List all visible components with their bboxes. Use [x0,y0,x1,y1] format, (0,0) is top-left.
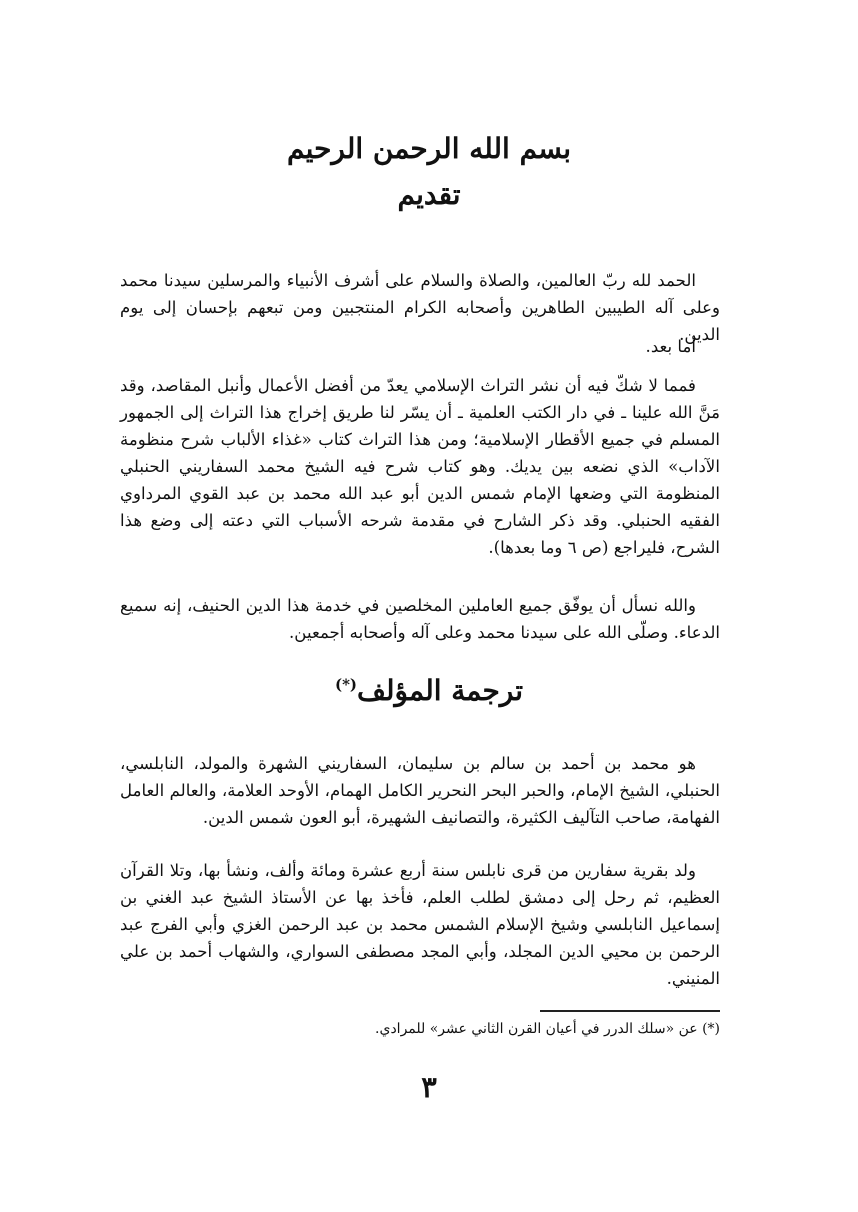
author-paragraph-text: هو محمد بن أحمد بن سالم بن سليمان، السفاريني الشهرة والمولد، النابلسي، الحنبلي، الشيخ الإمام، والحبر البحر النحرير الكامل الهمام، الأوحد العلامة، والعالم العامل الفهامة، صاحب التآليف الكثيرة، والتصانيف الشهيرة، أبو العون شمس الدين. [120,753,720,827]
footnote-text: (*) عن «سلك الدرر في أعيان القرن الثاني عشر» للمرادي. [375,1021,720,1037]
introduction-paragraph-text: والله نسأل أن يوفّق جميع العاملين المخلصين في خدمة هذا الدين الحنيف، إنه سميع الدعاء. وصلّى الله على سيدنا محمد وعلى آله وأصحابه أجمعين. [120,595,720,642]
introduction-paragraph-2 [120,333,720,360]
bismillah-heading: بسم الله الرحمن الرحيم [287,132,571,165]
footnote-reference-mark: (*) [334,675,358,694]
footnote-divider [540,1010,720,1012]
page-number: ٣ [421,1070,437,1104]
introduction-paragraph-text: فمما لا شكّ فيه أن نشر التراث الإسلامي يعدّ من أفضل الأعمال وأنبل المقاصد، وقد مَنَّ الله علينا ـ في دار الكتب العلمية ـ أن يسّر لنا طريق إخراج هذا التراث إلى الجمهور المسلم في جميع الأقطار الإسلامية؛ ومن هذا التراث كتاب «غذاء الألباب شرح منظومة الآداب» الذي نضعه بين يديك. وهو كتاب شرح فيه الشيخ محمد السفاريني الحنبلي المنظومة التي وضعها الإمام شمس الدين أبو عبد الله محمد بن عبد القوي المرداوي الفقيه الحنبلي. وقد ذكر الشارح في مقدمة شرحه الأسباب التي دعته إلى وضع هذا الشرح، فليراجع (ص ٦ وما بعدها). [120,375,720,557]
introduction-paragraph-text: أما بعد. [645,336,696,356]
author-biography-title [0,674,858,707]
author-paragraph-2 [120,857,720,992]
author-paragraph-text: ولد بقرية سفارين من قرى نابلس سنة أربع عشرة ومائة وألف، ونشأ بها، وتلا القرآن العظيم، ثم رحل إلى دمشق لطلب العلم، فأخذ بها عن الأستاذ الشيخ عبد الغني بن إسماعيل النابلسي وشيخ الإسلام الشمس محمد بن عبد الرحمن الغزي وأبي الفرج عبد الرحمن بن محيي الدين المجلد، وأبي المجد مصطفى السواري، والشهاب أحمد بن علي المنيني. [120,860,720,988]
introduction-paragraph-text: الحمد لله ربّ العالمين، والصلاة والسلام على أشرف الأنبياء والمرسلين سيدنا محمد وعلى آله الطيبين الطاهرين وأصحابه الكرام المنتجبين ومن تبعهم بإحسان إلى يوم الدين. [120,270,720,344]
introduction-paragraph-3 [120,372,720,561]
author-paragraph-1 [120,750,720,831]
author-biography-title-text: ترجمة المؤلف [357,674,524,707]
introduction-title: تقديم [397,178,461,211]
introduction-paragraph-4 [120,592,720,646]
